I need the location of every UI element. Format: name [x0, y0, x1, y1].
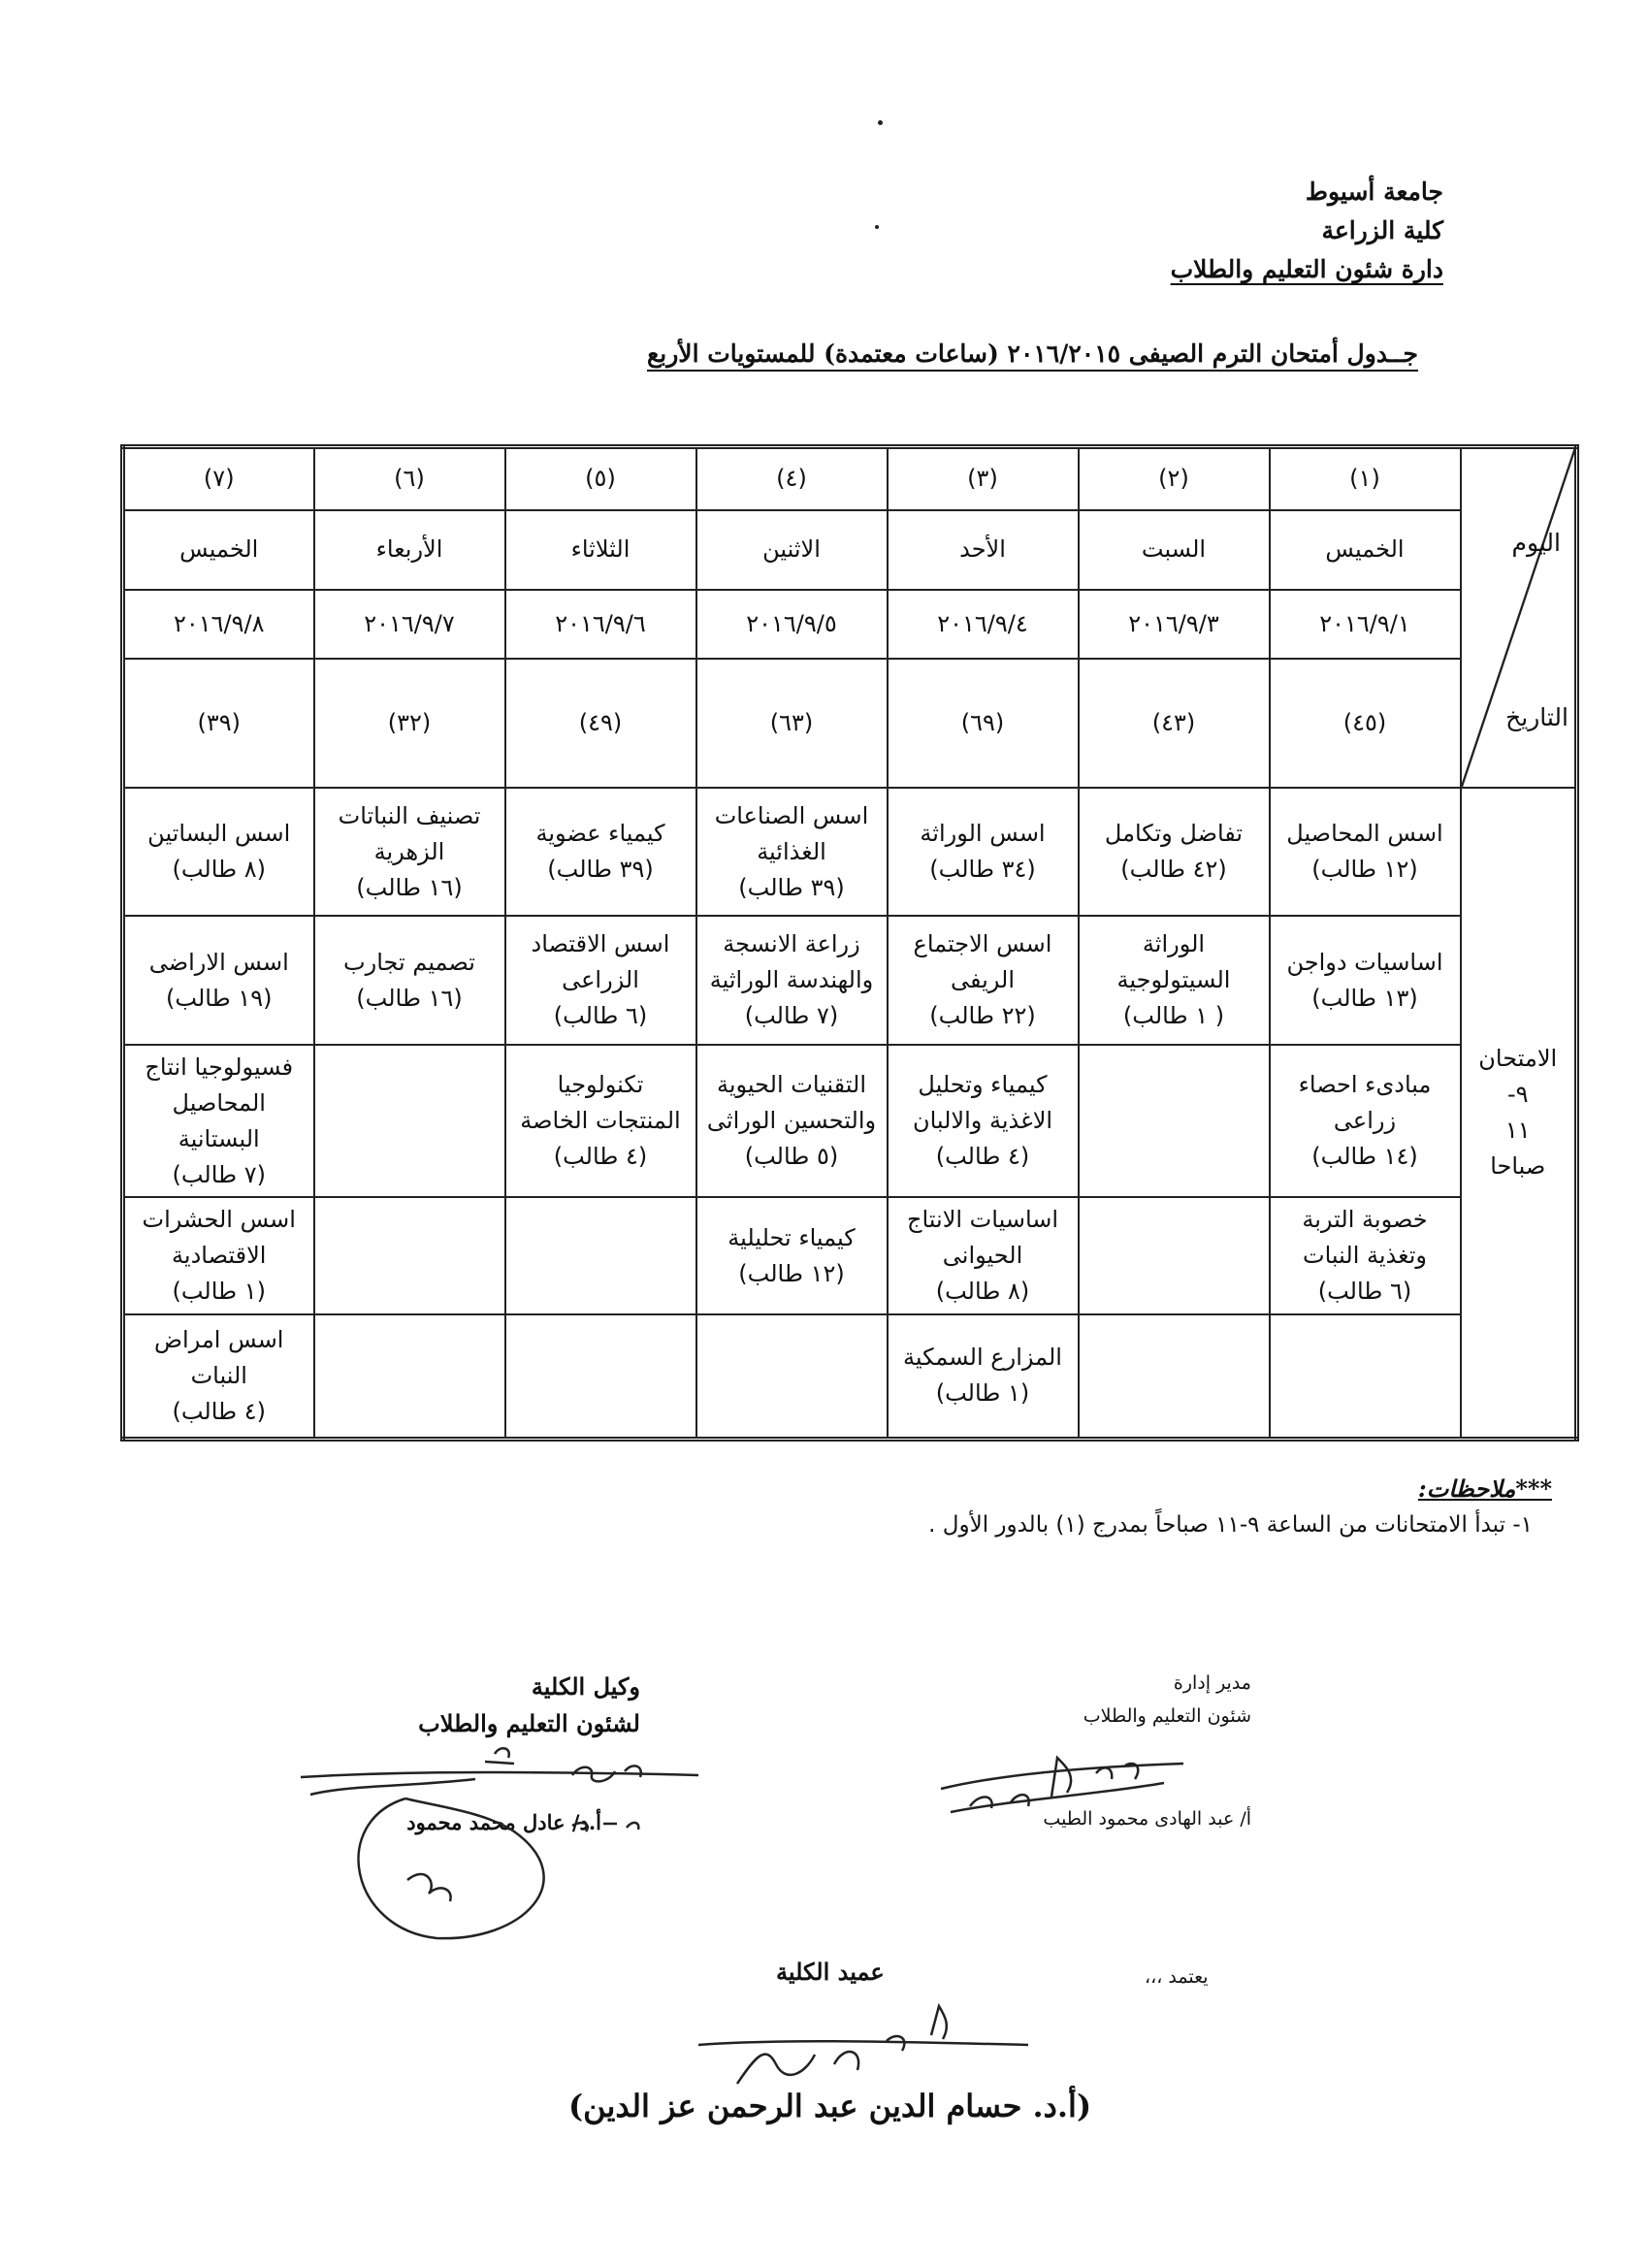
column-number: (٦) [314, 447, 505, 510]
course-line: الاغذية والالبان [912, 1107, 1053, 1135]
dean-name: (أ.د. حسام الدين عبد الرحمن عز الدين) [568, 2088, 1092, 2124]
course-line: (٢٢ طالب) [929, 1002, 1036, 1030]
course-cell [314, 1197, 505, 1313]
director-name: أ/ عبد الهادى محمود الطيب [1043, 1808, 1251, 1830]
course-line: وتغذية النبات [1303, 1242, 1427, 1270]
vice-dean-handwritten-signature [291, 1734, 708, 1967]
course-line: المحاصيل [172, 1088, 266, 1117]
course-line: كيمياء تحليلية [728, 1223, 856, 1251]
course-line: مبادىء احصاء [1298, 1071, 1432, 1099]
course-line: والتحسين الوراثى [706, 1107, 877, 1135]
column-number: (٣) [888, 447, 1079, 510]
course-cell [696, 1045, 888, 1197]
course-cell [123, 916, 314, 1045]
course-line: (١٦ طالب) [356, 873, 463, 901]
student-count: (٤٥) [1270, 659, 1461, 788]
student-count: (٣٩) [123, 659, 314, 788]
course-line: كيمياء وتحليل [918, 1071, 1048, 1099]
course-line: الريفى [950, 966, 1016, 994]
course-line: اسس الوراثة [920, 820, 1046, 848]
course-line: اساسيات الانتاج [906, 1206, 1059, 1234]
note-line: ١- تبدأ الامتحانات من الساعة ٩-١١ صباحاً بمدرج (١) بالدور الأول . [928, 1512, 1533, 1538]
course-cell [1270, 1197, 1461, 1313]
course-cell [888, 788, 1079, 917]
student-count: (٤٣) [1079, 659, 1270, 788]
course-cell [888, 1045, 1079, 1197]
day-name: الخميس [123, 510, 314, 590]
day-name: الثلاثاء [505, 510, 696, 590]
course-line: تصميم تجارب [343, 948, 475, 976]
day-label: اليوم [1511, 529, 1561, 557]
page-title: جــدول أمتحان الترم الصيفى ٢٠١٦/٢٠١٥ (ساعات معتمدة) للمستويات الأربع [646, 340, 1418, 368]
column-number: (٥) [505, 447, 696, 510]
student-count: (٣٢) [314, 659, 505, 788]
course-line: (١ طالب) [172, 1278, 267, 1306]
course-line: اسس البساتين [147, 820, 291, 848]
exam-date: ٢٠١٦/٩/٧ [314, 590, 505, 659]
course-cell [1270, 1045, 1461, 1197]
course-line: اساسيات دواجن [1286, 948, 1443, 976]
course-cell [505, 1314, 696, 1440]
course-cell [314, 916, 505, 1045]
exam-date: ٢٠١٦/٩/١ [1270, 590, 1461, 659]
column-number: (٧) [123, 447, 314, 510]
course-cell [1079, 1314, 1270, 1440]
course-cell [1079, 916, 1270, 1045]
director-subtitle: شئون التعليم والطلاب [1083, 1705, 1251, 1727]
exam-time-label [1461, 788, 1577, 1440]
course-line: (٦ طالب) [1317, 1278, 1412, 1306]
course-cell [888, 1197, 1079, 1313]
vice-dean-subtitle: لشئون التعليم والطلاب [418, 1709, 640, 1737]
exam-time-label-line: ٩- [1506, 1080, 1529, 1108]
course-line: (١٢ طالب) [1311, 856, 1418, 884]
column-number: (١) [1270, 447, 1461, 510]
course-line: (١٢ طالب) [738, 1259, 845, 1287]
course-line: خصوبة التربة [1302, 1206, 1428, 1234]
student-count: (٦٣) [696, 659, 888, 788]
course-line: النبات [190, 1361, 247, 1389]
course-line: الحيوانى [942, 1242, 1023, 1270]
course-cell [696, 916, 888, 1045]
course-line: المزارع السمكية [903, 1344, 1062, 1372]
course-line: (٣٤ طالب) [929, 856, 1036, 884]
course-line: (٧ طالب) [744, 1002, 839, 1030]
university-name: جامعة أسيوط [1305, 178, 1443, 206]
course-cell [1079, 1197, 1270, 1313]
course-line: زراعى [1333, 1107, 1397, 1135]
course-line: اسس الحشرات [142, 1206, 296, 1234]
course-cell [696, 1197, 888, 1313]
exam-date: ٢٠١٦/٩/٨ [123, 590, 314, 659]
scan-dot [878, 120, 883, 125]
exam-date: ٢٠١٦/٩/٦ [505, 590, 696, 659]
course-cell [505, 1045, 696, 1197]
course-line: الاقتصادية [172, 1242, 267, 1270]
course-line: (١٦ طالب) [356, 984, 463, 1012]
course-line: (٦ طالب) [553, 1002, 648, 1030]
course-cell [888, 1314, 1079, 1440]
course-line: اسس المحاصيل [1286, 820, 1443, 848]
course-cell [314, 1314, 505, 1440]
student-count: (٤٩) [505, 659, 696, 788]
course-line: تفاضل وتكامل [1104, 820, 1244, 848]
course-cell [314, 1045, 505, 1197]
course-cell [1079, 1045, 1270, 1197]
course-line: اسس الاراضى [148, 948, 289, 976]
course-line: (٨ طالب) [935, 1278, 1030, 1306]
day-name: السبت [1079, 510, 1270, 590]
exam-time-label-line: الامتحان [1478, 1044, 1558, 1072]
notes-heading: ***ملاحظات: [1417, 1474, 1552, 1503]
approval-label: يعتمد ،،، [1145, 1966, 1209, 1988]
corner-diagonal [1462, 449, 1575, 787]
department-name: دارة شئون التعليم والطلاب [1170, 255, 1443, 283]
course-line: (٤ طالب) [172, 1397, 267, 1425]
course-cell [1270, 1314, 1461, 1440]
course-line: (٤٢ طالب) [1120, 856, 1227, 884]
course-cell [314, 788, 505, 917]
course-cell [1270, 916, 1461, 1045]
course-line: اسس الاقتصاد [531, 930, 670, 958]
column-number: (٤) [696, 447, 888, 510]
course-line: (١٤ طالب) [1311, 1143, 1418, 1171]
course-line: (١٣ طالب) [1311, 984, 1418, 1012]
exam-date: ٢٠١٦/٩/٣ [1079, 590, 1270, 659]
institution-header [1171, 173, 1443, 289]
course-line: زراعة الانسجة [723, 930, 860, 958]
student-count: (٦٩) [888, 659, 1079, 788]
day-name: الأحد [888, 510, 1079, 590]
course-line: (١ طالب) [935, 1379, 1030, 1408]
course-line: اسس الصناعات [714, 801, 869, 829]
director-title: مدير إدارة [1173, 1672, 1251, 1694]
course-line: ( ١ طالب) [1122, 1002, 1225, 1030]
faculty-name: كلية الزراعة [1321, 216, 1443, 244]
exam-time-label-line: صباحا [1490, 1151, 1546, 1180]
course-line: (٨ طالب) [172, 856, 267, 884]
corner-header-cell [1461, 447, 1577, 788]
course-line: فسيولوجيا انتاج [145, 1053, 294, 1081]
date-label: التاريخ [1505, 703, 1568, 731]
course-cell [123, 788, 314, 917]
course-line: تصنيف النباتات [338, 801, 481, 829]
exam-schedule-table [120, 444, 1579, 1442]
course-cell [123, 1045, 314, 1197]
course-line: الزهرية [373, 837, 445, 865]
exam-time-label-line: ١١ [1504, 1116, 1531, 1144]
exam-date: ٢٠١٦/٩/٥ [696, 590, 888, 659]
course-line: الغذائية [757, 837, 826, 865]
course-line: السيتولوجية [1116, 966, 1231, 994]
course-line: (٤ طالب) [553, 1143, 648, 1171]
course-line: (٥ طالب) [744, 1143, 839, 1171]
course-line: (٣٩ طالب) [738, 873, 845, 901]
course-cell [123, 1314, 314, 1440]
vice-dean-name: أ.د/ عادل محمد محمود [406, 1810, 601, 1834]
day-name: الأربعاء [314, 510, 505, 590]
course-line: المنتجات الخاصة [520, 1107, 681, 1135]
course-line: البستانية [178, 1124, 260, 1152]
course-line: اسس امراض [154, 1325, 284, 1353]
day-name: الخميس [1270, 510, 1461, 590]
course-cell [505, 916, 696, 1045]
dean-title: عميد الكلية [776, 1958, 885, 1986]
day-name: الاثنين [696, 510, 888, 590]
course-line: (٤ طالب) [935, 1143, 1030, 1171]
course-cell [696, 788, 888, 917]
course-cell [123, 1197, 314, 1313]
scan-dot [875, 225, 879, 229]
course-line: (١٩ طالب) [166, 984, 273, 1012]
course-line: (٣٩ طالب) [547, 856, 654, 884]
course-cell [505, 788, 696, 917]
column-number: (٢) [1079, 447, 1270, 510]
course-line: الوراثة [1142, 930, 1206, 958]
director-handwritten-signature [931, 1738, 1222, 1845]
course-cell [696, 1314, 888, 1440]
vice-dean-title: وكيل الكلية [531, 1672, 640, 1701]
course-line: تكنولوجيا [557, 1071, 644, 1099]
course-line: التقنيات الحيوية [716, 1071, 867, 1099]
course-line: الزراعى [562, 966, 639, 994]
course-line: والهندسة الوراثية [709, 966, 874, 994]
course-line: اسس الاجتماع [913, 930, 1052, 958]
notes-section [928, 1474, 1552, 1538]
course-cell [888, 916, 1079, 1045]
course-cell [1079, 788, 1270, 917]
course-line: (٧ طالب) [172, 1160, 267, 1188]
course-line: كيمياء عضوية [535, 820, 665, 848]
course-cell [505, 1197, 696, 1313]
exam-date: ٢٠١٦/٩/٤ [888, 590, 1079, 659]
course-cell [1270, 788, 1461, 917]
